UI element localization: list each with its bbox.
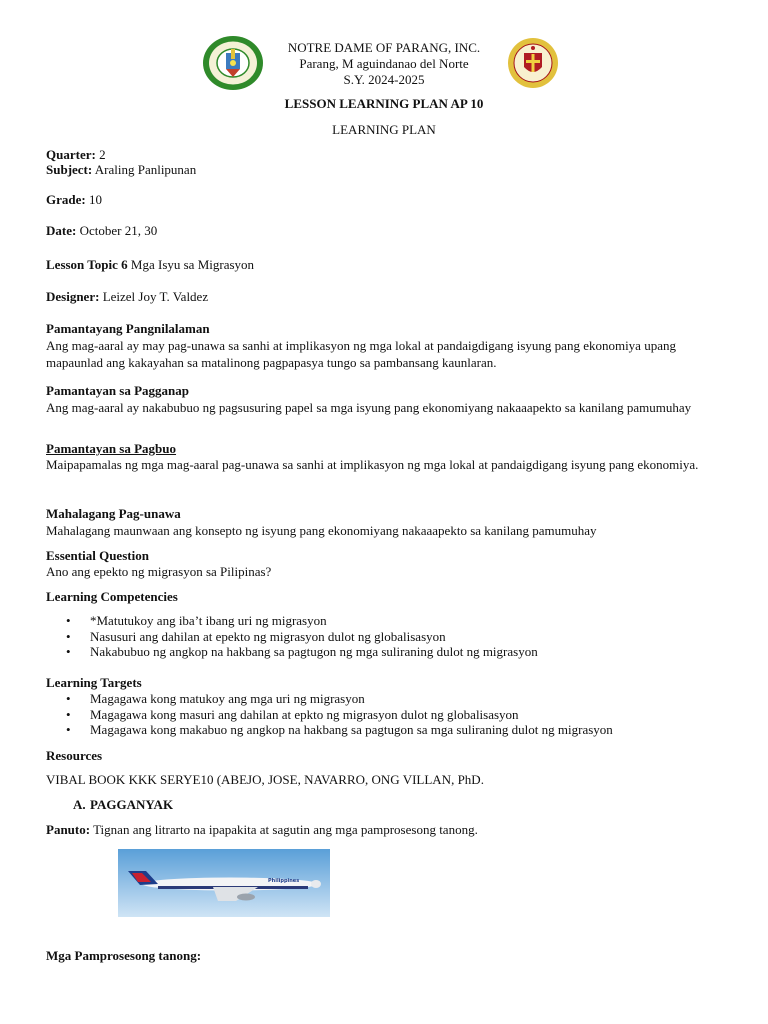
- learning-competencies-list: [90, 613, 740, 660]
- pagganap-heading: Pamantayan sa Pagganap: [46, 383, 190, 398]
- pangnilalaman-text: Ang mag-aaral ay may pag-unawa sa sanhi at implikasyon ng mga lokal at pandaigdigang isyung pang ekonomiya upang mapaunlad ang kakayahan sa matalinong pagpapasya tungo sa pambansang kaunlaran.: [46, 338, 676, 370]
- document-title: LESSON LEARNING PLAN AP 10: [284, 96, 484, 111]
- mahalagang-text: Mahalagang maunwaan ang konsepto ng isyung pang ekonomiyang nakaaapekto sa kanilang pamumuhay: [46, 523, 597, 538]
- panuto-text: Tignan ang litrarto na ipapakita at sagutin ang mga pamprosesong tanong.: [90, 822, 478, 837]
- resources-text: VIBAL BOOK KKK SERYE10 (ABEJO, JOSE, NAVARRO, ONG VILLAN, PhD.: [46, 772, 484, 787]
- grade-field: [46, 192, 736, 208]
- airline-livery-text: Philippines: [268, 878, 300, 884]
- panuto-label: Panuto:: [46, 822, 91, 837]
- lesson-topic-field: [46, 257, 736, 273]
- essential-question-heading: Essential Question: [46, 548, 149, 563]
- pamprosesong-heading: Mga Pamprosesong tanong:: [46, 948, 202, 963]
- lesson-topic-label: Lesson Topic 6: [46, 257, 128, 272]
- pagbuo-heading: Pamantayan sa Pagbuo: [46, 441, 177, 456]
- list-item: • Magagawa kong makabuo ng angkop na hakbang sa pagtugon sa mga suliraning dulot ng migrasyon: [90, 722, 750, 738]
- pagbuo-text: Maipapamalas ng mga mag-aaral pag-unawa sa sanhi at implikasyon ng mga lokal at pandaigdigang isyung pang ekonomiya.: [46, 457, 699, 472]
- pangnilalaman-heading: Pamantayang Pangnilalaman: [46, 321, 210, 336]
- resources-heading: Resources: [46, 748, 103, 763]
- pagganyak-letter: A.: [73, 797, 86, 812]
- list-item: • Nasusuri ang dahilan at epekto ng migrasyon dulot ng globalisasyon: [90, 629, 740, 645]
- designer-label: Designer:: [46, 289, 100, 304]
- subject-value: Araling Panlipunan: [92, 162, 197, 177]
- pagganyak-heading: PAGGANYAK: [90, 797, 174, 812]
- school-name: NOTRE DAME OF PARANG, INC.: [287, 40, 481, 55]
- quarter-label: Quarter:: [46, 147, 96, 162]
- quarter-value: 2: [95, 147, 106, 162]
- lesson-topic-value: Mga Isyu sa Migrasyon: [127, 257, 255, 272]
- subject-label: Subject:: [46, 162, 93, 177]
- school-year: S.Y. 2024-2025: [343, 72, 425, 87]
- school-address: Parang, M aguindanao del Norte: [299, 56, 469, 71]
- list-item: • Magagawa kong masuri ang dahilan at epkto ng migrasyon dulot ng globalisasyon: [90, 707, 750, 723]
- subject-field: [46, 162, 736, 178]
- panuto-line: [46, 822, 736, 838]
- designer-field: [46, 289, 736, 305]
- list-item: • Magagawa kong matukoy ang mga uri ng migrasyon: [90, 691, 750, 707]
- date-label: Date:: [46, 223, 77, 238]
- document-subtitle: LEARNING PLAN: [332, 122, 436, 137]
- mahalagang-heading: Mahalagang Pag-unawa: [46, 506, 181, 521]
- pagganap-text: Ang mag-aaral ay nakabubuo ng pagsusuring papel sa mga isyung pang ekonomiyang nakaaapekto sa kanilang pamumuhay: [46, 400, 692, 415]
- date-value: October 21, 30: [76, 223, 158, 238]
- list-item: • *Matutukoy ang iba’t ibang uri ng migrasyon: [90, 613, 740, 629]
- quarter-field: [46, 147, 736, 163]
- grade-value: 10: [85, 192, 102, 207]
- learning-targets-heading: Learning Targets: [46, 675, 142, 690]
- grade-label: Grade:: [46, 192, 86, 207]
- essential-question-text: Ano ang epekto ng migrasyon sa Pilipinas?: [46, 564, 272, 579]
- airplane-photo: [118, 849, 330, 917]
- date-field: [46, 223, 736, 239]
- learning-targets-list: [90, 691, 750, 738]
- learning-competencies-heading: Learning Competencies: [46, 589, 178, 604]
- list-item: • Nakabubuo ng angkop na hakbang sa pagtugon ng mga suliraning dulot ng migrasyon: [90, 644, 740, 660]
- designer-value: Leizel Joy T. Valdez: [99, 289, 209, 304]
